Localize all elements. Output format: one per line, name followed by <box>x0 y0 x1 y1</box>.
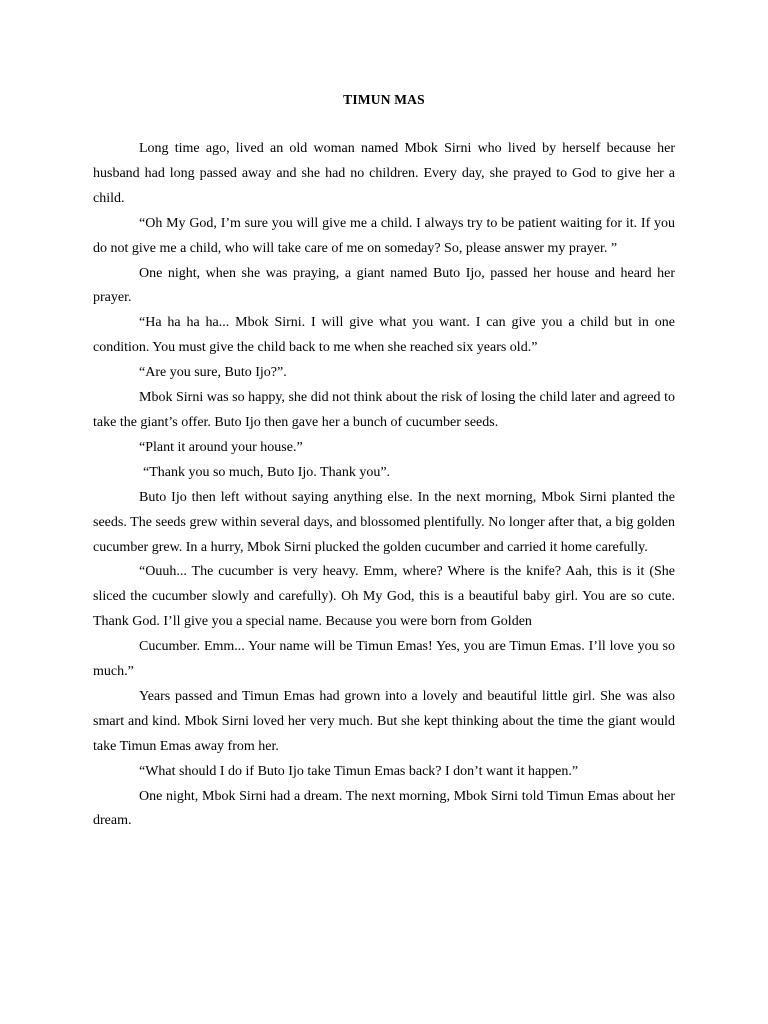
paragraph: Buto Ijo then left without saying anything else. In the next morning, Mbok Sirni planted the seeds. The seeds grew within several days, and blossomed plentifully. No longer after that, a big golden cucumber grew. In a hurry, Mbok Sirni plucked the golden cucumber and carried it home carefully. <box>93 489 675 555</box>
paragraph: One night, when she was praying, a giant named Buto Ijo, passed her house and heard her prayer. <box>93 265 675 306</box>
paragraph: Long time ago, lived an old woman named Mbok Sirni who lived by herself because her husband had long passed away and she had no children. Every day, she prayed to God to give her a child. <box>93 141 675 206</box>
paragraph: “Are you sure, Buto Ijo?”. <box>139 365 287 381</box>
paragraph: One night, Mbok Sirni had a dream. The next morning, Mbok Sirni told Timun Emas about her dream. <box>93 788 675 829</box>
story-body <box>93 137 675 834</box>
paragraph: “Ha ha ha ha... Mbok Sirni. I will give what you want. I can give you a child but in one condition. You must give the child back to me when she reached six years old.” <box>93 315 675 356</box>
paragraph: Mbok Sirni was so happy, she did not think about the risk of losing the child later and agreed to take the giant’s offer. Buto Ijo then gave her a bunch of cucumber seeds. <box>93 390 675 430</box>
paragraph: “Oh My God, I’m sure you will give me a child. I always try to be patient waiting for it. If you do not give me a child, who will take care of me on someday? So, please answer my prayer. ” <box>93 215 675 256</box>
paragraph: “Thank you so much, Buto Ijo. Thank you”. <box>143 464 391 480</box>
paragraph: “Ouuh... The cucumber is very heavy. Emm, where? Where is the knife? Aah, this is it (She sliced the cucumber slowly and carefully). Oh My God, this is a beautiful baby girl. You are so cute. Thank God. I’ll give you a special name. Because you were born from Golden <box>93 564 675 630</box>
paragraph: “Plant it around your house.” <box>139 439 303 455</box>
paragraph: Years passed and Timun Emas had grown into a lovely and beautiful little girl. She was also smart and kind. Mbok Sirni loved her very much. But she kept thinking about the time the giant would take Timun Emas away from her. <box>93 688 675 754</box>
paragraph: Cucumber. Emm... Your name will be Timun Emas! Yes, you are Timun Emas. I’ll love you so much.” <box>93 639 675 680</box>
page-title: TIMUN MAS <box>343 92 425 107</box>
paragraph: “What should I do if Buto Ijo take Timun Emas back? I don’t want it happen.” <box>139 763 579 779</box>
